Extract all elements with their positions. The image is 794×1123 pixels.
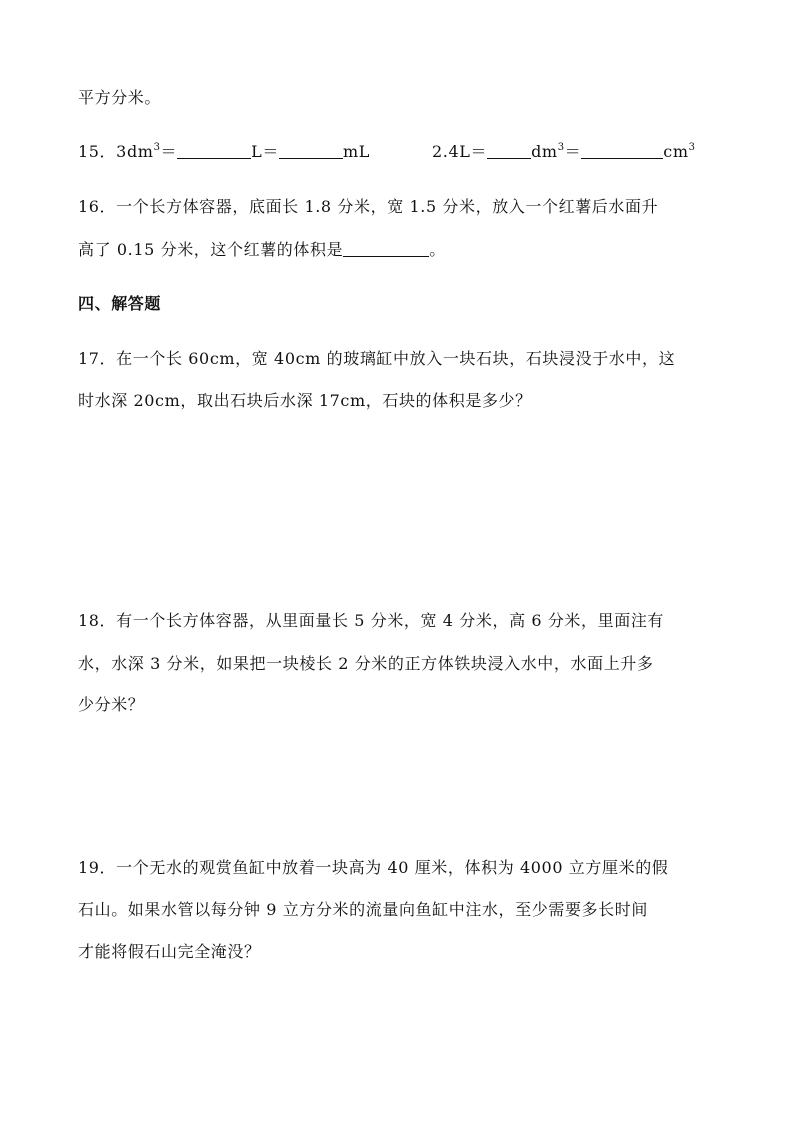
q15-a-value: 3dm	[116, 142, 154, 161]
question-number: 18．	[78, 611, 117, 630]
question-number: 15．	[78, 142, 117, 161]
question-19-line-1	[78, 857, 668, 879]
question-18-line-1	[78, 610, 664, 632]
q15-unit-cm: cm	[663, 142, 689, 161]
question-18-line-2	[78, 653, 654, 675]
carryover-text	[78, 87, 161, 109]
answer-blank[interactable]	[487, 142, 531, 159]
question-text: 一个无水的观赏鱼缸中放着一块高为 40 厘米，体积为 4000 立方厘米的假	[116, 858, 669, 877]
q15-unit-dm: dm	[531, 142, 558, 161]
answer-blank[interactable]	[177, 142, 251, 159]
answer-blank[interactable]	[279, 142, 343, 159]
section-heading	[78, 293, 161, 315]
question-number: 16．	[78, 197, 117, 216]
question-number: 17．	[78, 349, 117, 368]
question-text: 石山。如果水管以每分钟 9 立方分米的流量向鱼缸中注水，至少需要多长时间	[78, 900, 648, 919]
question-text: 高了 0.15 分米，这个红薯的体积是	[78, 240, 344, 259]
question-17-line-1	[78, 348, 675, 370]
q15-b-value: 2.4L＝	[431, 142, 488, 161]
q15-b-exponent: 3	[557, 142, 565, 153]
question-number: 19．	[78, 858, 117, 877]
q15-unit-liter: L＝	[251, 142, 279, 161]
question-end: 。	[429, 240, 446, 259]
question-text: 在一个长 60cm，宽 40cm 的玻璃缸中放入一块石块，石块浸没于水中，这	[116, 349, 676, 368]
question-17-line-2	[78, 390, 532, 412]
question-18-line-3	[78, 694, 144, 716]
q15-equals: ＝	[160, 142, 178, 161]
question-text: 少分米？	[78, 695, 145, 714]
question-text: 有一个长方体容器，从里面量长 5 分米，宽 4 分米，高 6 分米，里面注有	[116, 611, 665, 630]
question-15	[78, 141, 696, 163]
carryover-label: 平方分米。	[78, 88, 162, 107]
answer-blank[interactable]	[581, 142, 663, 159]
question-16-line-1	[78, 196, 658, 218]
q15-unit-milliliter: mL	[342, 142, 370, 161]
question-text: 水，水深 3 分米，如果把一块棱长 2 分米的正方体铁块浸入水中，水面上升多	[78, 654, 654, 673]
question-16-line-2	[78, 239, 446, 261]
question-text: 一个长方体容器，底面长 1.8 分米，宽 1.5 分米，放入一个红薯后水面升	[116, 197, 659, 216]
q15-b-exponent: 3	[688, 142, 696, 153]
q15-a-exponent: 3	[153, 142, 161, 153]
question-19-line-2	[78, 899, 648, 921]
q15-equals: ＝	[564, 142, 582, 161]
section-title: 四、解答题	[78, 294, 162, 313]
question-text: 时水深 20cm，取出石块后水深 17cm，石块的体积是多少？	[78, 391, 532, 410]
question-19-line-3	[78, 941, 261, 963]
answer-blank[interactable]	[343, 240, 429, 257]
question-text: 才能将假石山完全淹没？	[78, 942, 261, 961]
